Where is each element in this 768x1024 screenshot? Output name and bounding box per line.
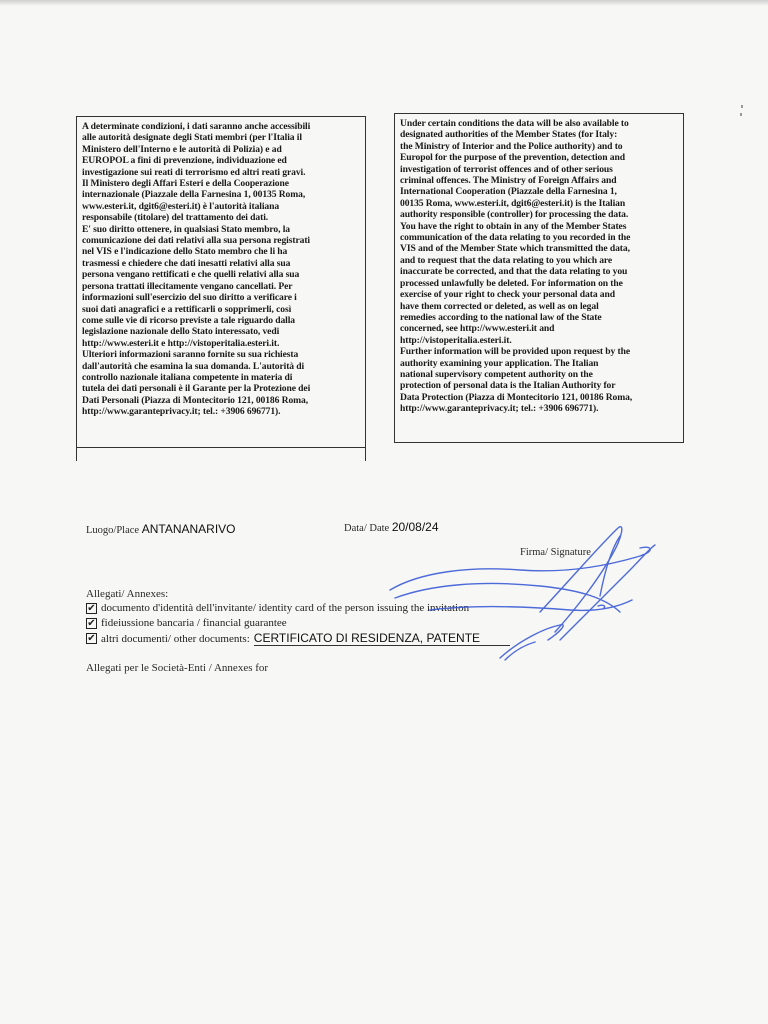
annex-item-label: fideiussione bancaria / financial guarantee (101, 617, 287, 629)
checkbox-checked-icon[interactable]: ✔ (87, 633, 96, 644)
checkbox-checked-icon[interactable]: ✔ (87, 617, 96, 629)
annexes-title: Allegati/ Annexes: (86, 588, 169, 600)
annex-item-label: altri documenti/ other documents: (101, 632, 250, 645)
other-documents-value: CERTIFICATO DI RESIDENZA, PATENTE (254, 631, 510, 646)
checkbox-checked-icon[interactable]: ✔ (87, 602, 96, 614)
annex-item-label: documento d'identità dell'invitante/ identity card of the person issuing the invitation (101, 602, 470, 614)
place-value: ANTANANARIVO (141, 522, 236, 536)
date-label: Data/ Date (344, 523, 390, 534)
privacy-notice-italian: A determinate condizioni, i dati saranno anche accessibili alle autorità designate degli Stati membri (per l'Italia il Ministero dell'Interno e le autorità di Polizia) e ad EUROPOL a fini di prevenzione, individuazione ed investigazione sui reati di terrorismo ed altri reati gravi. Il Ministero degli Affari Esteri e della Cooperazione internazionale (Piazzale della Farnesina 1, 00135 Roma, www.esteri.it, dgit6@esteri.it) è l'autorità italiana responsabile (titolare) del trattamento dei dati. E' suo diritto ottenere, in qualsiasi Stato membro, la comunicazione dei dati relativi alla sua persona registrati nel VIS e l'indicazione dello Stato membro che li ha trasmessi e chiedere che dati inesatti relativi alla sua persona vengano rettificati e che quelli relativi alla sua persona trattati illecitamente vengano cancellati. Per informazioni sull'esercizio del suo diritto a verificare i suoi dati anagrafici e a rettificarli o sopprimerli, così come sulle vie di ricorso previste a tale riguardo dalla legislazione nazionale dello Stato interessato, vedi http://www.esteri.it e http://vistoperitalia.esteri.it. Ulteriori informazioni saranno fornite su sua richiesta dall'autorità che esamina la sua domanda. L'autorità di controllo nazionale italiana competente in materia di tutela dei dati personali è il Garante per la Protezione dei Dati Personali (Piazza di Montecitorio 121, 00186 Roma, http://www.garanteprivacy.it; tel.: +3906 696771). (76, 116, 366, 448)
date-value: 20/08/24 (391, 520, 439, 534)
place-label: Luogo/Place (86, 525, 140, 536)
company-annexes-label: Allegati per le Società-Enti / Annexes for (86, 662, 269, 674)
signature-label: Firma/ Signature (520, 547, 591, 558)
privacy-notice-english: Under certain conditions the data will be also available to designated authorities of the Member States (for Italy: the Ministry of Interior and the Police authority) and to Europol for the purpose of the prevention, detection and investigation of terrorist offences and of other serious criminal offences. The Ministry of Foreign Affairs and International Cooperation (Piazzale della Farnesina 1, 00135 Roma, www.esteri.it, dgit6@esteri.it) is the Italian authority responsible (controller) for processing the data. You have the right to obtain in any of the Member States communication of the data relating to you recorded in the VIS and of the Member State which transmitted the data, and to request that the data relating to you which are inaccurate be corrected, and that the data relating to you processed unlawfully be deleted. For information on the exercise of your right to check your personal data and have them corrected or deleted, as well as on legal remedies according to the national law of the State concerned, see http://www.esteri.it and http://vistoperitalia.esteri.it. Further information will be provided upon request by the authority examining your application. The Italian national supervisory competent authority on the protection of personal data is the Italian Authority for Data Protection (Piazza di Montecitorio 121, 00186 Roma, http://www.garanteprivacy.it; tel.: +3906 696771). (394, 113, 684, 443)
